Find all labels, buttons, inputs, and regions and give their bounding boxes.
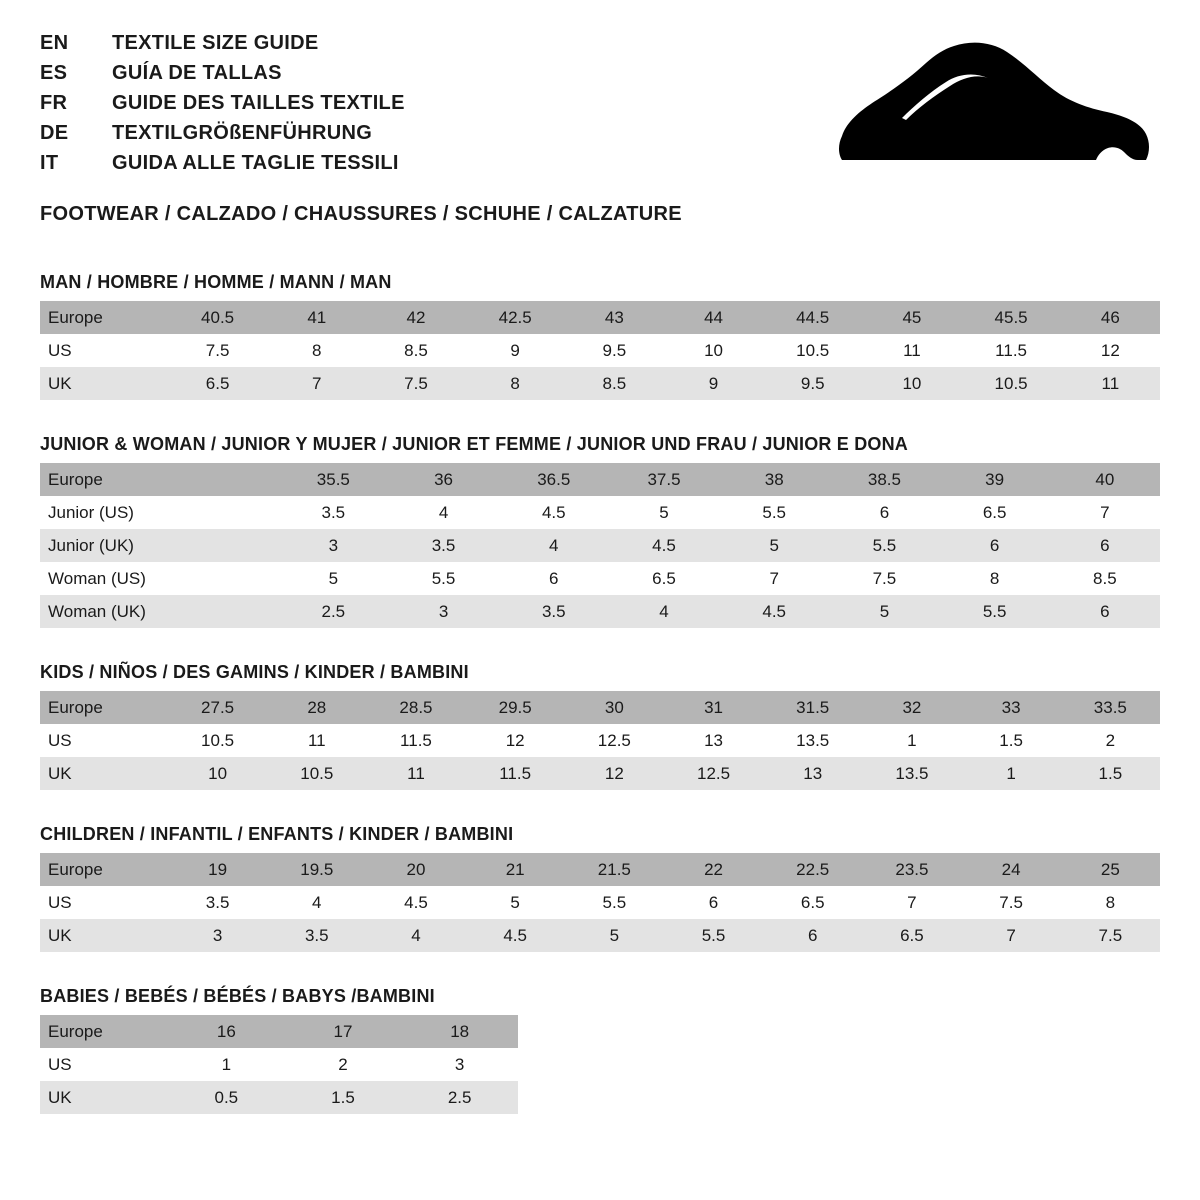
row-label: US	[40, 724, 168, 757]
cell: 1	[862, 724, 961, 757]
cell: 30	[565, 691, 664, 724]
cell: 29.5	[466, 691, 565, 724]
cell: 2.5	[278, 595, 388, 628]
language-title: GUIDA ALLE TAGLIE TESSILI	[112, 152, 399, 174]
cell: 20	[366, 853, 465, 886]
row-label: Woman (UK)	[40, 595, 168, 628]
cell: 1	[168, 1048, 285, 1081]
row-label: Europe	[40, 463, 168, 496]
cell: 2	[1061, 724, 1160, 757]
cell: 9	[466, 334, 565, 367]
cell	[168, 562, 278, 595]
cell: 7.5	[366, 367, 465, 400]
cell: 4	[267, 886, 366, 919]
cell	[168, 595, 278, 628]
language-title: GUÍA DE TALLAS	[112, 62, 282, 84]
cell: 13.5	[763, 724, 862, 757]
table-row	[40, 562, 1160, 595]
row-label: US	[40, 886, 168, 919]
cell: 5.5	[829, 529, 939, 562]
cell: 8.5	[1050, 562, 1160, 595]
table-row	[40, 853, 1160, 886]
cell: 33	[962, 691, 1061, 724]
table-title: CHILDREN / INFANTIL / ENFANTS / KINDER / BAMBINI	[40, 824, 514, 844]
cell: 5	[278, 562, 388, 595]
table-row	[40, 595, 1160, 628]
cell: 1.5	[285, 1081, 402, 1114]
cell: 3.5	[278, 496, 388, 529]
table-title: KIDS / NIÑOS / DES GAMINS / KINDER / BAMBINI	[40, 662, 469, 682]
table-row	[40, 529, 1160, 562]
cell: 9.5	[565, 334, 664, 367]
language-code: IT	[40, 152, 59, 174]
cell: 8	[940, 562, 1050, 595]
cell: 38	[719, 463, 829, 496]
cell: 3.5	[168, 886, 267, 919]
cell: 42	[366, 301, 465, 334]
cell: 25	[1061, 853, 1160, 886]
cell: 22	[664, 853, 763, 886]
cell: 44.5	[763, 301, 862, 334]
cell: 10	[168, 757, 267, 790]
cell: 12	[565, 757, 664, 790]
cell: 5	[719, 529, 829, 562]
row-label: Europe	[40, 853, 168, 886]
table-row	[40, 301, 1160, 334]
table-title: JUNIOR & WOMAN / JUNIOR Y MUJER / JUNIOR ET FEMME / JUNIOR UND FRAU / JUNIOR E DONA	[40, 434, 909, 454]
row-label: Europe	[40, 301, 168, 334]
cell: 21	[466, 853, 565, 886]
cell: 8.5	[565, 367, 664, 400]
cell: 28.5	[366, 691, 465, 724]
language-code: DE	[40, 122, 69, 144]
cell: 8	[267, 334, 366, 367]
size-table-junior-woman	[40, 463, 1160, 628]
row-label: UK	[40, 757, 168, 790]
cell: 1.5	[962, 724, 1061, 757]
category-heading: FOOTWEAR / CALZADO / CHAUSSURES / SCHUHE / CALZATURE	[40, 203, 682, 225]
table-row	[40, 1015, 518, 1048]
cell: 5	[609, 496, 719, 529]
cell: 7.5	[962, 886, 1061, 919]
cell: 19	[168, 853, 267, 886]
cell: 10	[862, 367, 961, 400]
cell: 6	[664, 886, 763, 919]
table-row	[40, 691, 1160, 724]
row-label: Junior (UK)	[40, 529, 168, 562]
cell: 21.5	[565, 853, 664, 886]
table-row	[40, 886, 1160, 919]
cell: 5.5	[719, 496, 829, 529]
cell: 1	[962, 757, 1061, 790]
cell: 12	[1061, 334, 1160, 367]
cell: 9	[664, 367, 763, 400]
cell: 37.5	[609, 463, 719, 496]
cell: 33.5	[1061, 691, 1160, 724]
cell: 11	[862, 334, 961, 367]
cell: 35.5	[278, 463, 388, 496]
cell: 13	[763, 757, 862, 790]
row-label: US	[40, 334, 168, 367]
cell: 4.5	[466, 919, 565, 952]
cell: 8	[466, 367, 565, 400]
cell: 3	[401, 1048, 518, 1081]
cell: 46	[1061, 301, 1160, 334]
row-label: UK	[40, 367, 168, 400]
cell: 10.5	[962, 367, 1061, 400]
table-title: MAN / HOMBRE / HOMME / MANN / MAN	[40, 272, 392, 292]
cell: 31	[664, 691, 763, 724]
table-block-junior-woman	[40, 434, 1160, 628]
cell: 18	[401, 1015, 518, 1048]
cell: 24	[962, 853, 1061, 886]
cell: 5	[565, 919, 664, 952]
table-block-man	[40, 272, 1160, 400]
table-row	[40, 496, 1160, 529]
cell: 5.5	[664, 919, 763, 952]
cell: 22.5	[763, 853, 862, 886]
cell: 3.5	[267, 919, 366, 952]
cell: 45.5	[962, 301, 1061, 334]
cell: 44	[664, 301, 763, 334]
cell: 11.5	[366, 724, 465, 757]
cell: 6	[499, 562, 609, 595]
cell: 31.5	[763, 691, 862, 724]
cell: 9.5	[763, 367, 862, 400]
cell: 7.5	[1061, 919, 1160, 952]
cell: 12.5	[565, 724, 664, 757]
cell: 7	[862, 886, 961, 919]
table-row	[40, 724, 1160, 757]
row-label: Europe	[40, 1015, 168, 1048]
language-title: TEXTILGRÖßENFÜHRUNG	[112, 122, 373, 144]
row-label: UK	[40, 919, 168, 952]
size-table-children	[40, 853, 1160, 952]
cell: 4	[388, 496, 498, 529]
row-label: Europe	[40, 691, 168, 724]
table-row	[40, 1048, 518, 1081]
cell: 10.5	[763, 334, 862, 367]
cell: 4	[609, 595, 719, 628]
cell: 6.5	[168, 367, 267, 400]
table-row	[40, 1081, 518, 1114]
language-code: FR	[40, 92, 68, 114]
cell: 6	[829, 496, 939, 529]
cell	[168, 463, 278, 496]
language-code: ES	[40, 62, 68, 84]
cell: 7.5	[168, 334, 267, 367]
row-label: US	[40, 1048, 168, 1081]
cell: 8.5	[366, 334, 465, 367]
cell: 41	[267, 301, 366, 334]
row-label: Junior (US)	[40, 496, 168, 529]
cell: 43	[565, 301, 664, 334]
cell: 10	[664, 334, 763, 367]
cell: 11	[366, 757, 465, 790]
cell: 4	[366, 919, 465, 952]
cell	[168, 496, 278, 529]
cell: 6	[940, 529, 1050, 562]
cell: 39	[940, 463, 1050, 496]
cell: 0.5	[168, 1081, 285, 1114]
cell: 3	[388, 595, 498, 628]
cell: 7	[1050, 496, 1160, 529]
cell: 3	[278, 529, 388, 562]
cell: 45	[862, 301, 961, 334]
cell: 8	[1061, 886, 1160, 919]
cell: 7	[719, 562, 829, 595]
cell: 28	[267, 691, 366, 724]
cell: 4	[499, 529, 609, 562]
cell: 6	[763, 919, 862, 952]
table-block-babies	[40, 986, 1160, 1114]
cell: 1.5	[1061, 757, 1160, 790]
table-row	[40, 334, 1160, 367]
cell: 40.5	[168, 301, 267, 334]
cell: 13	[664, 724, 763, 757]
cell: 6	[1050, 529, 1160, 562]
size-table-kids	[40, 691, 1160, 790]
dress-shoe-icon	[802, 36, 1152, 186]
cell: 4.5	[719, 595, 829, 628]
language-title: GUIDE DES TAILLES TEXTILE	[112, 92, 405, 114]
cell	[168, 529, 278, 562]
row-label: UK	[40, 1081, 168, 1114]
cell: 6.5	[609, 562, 719, 595]
cell: 13.5	[862, 757, 961, 790]
table-row	[40, 919, 1160, 952]
cell: 5	[466, 886, 565, 919]
cell: 6.5	[862, 919, 961, 952]
table-row	[40, 463, 1160, 496]
cell: 7	[267, 367, 366, 400]
cell: 5.5	[940, 595, 1050, 628]
cell: 2.5	[401, 1081, 518, 1114]
cell: 12.5	[664, 757, 763, 790]
row-label: Woman (US)	[40, 562, 168, 595]
cell: 11.5	[466, 757, 565, 790]
cell: 4.5	[609, 529, 719, 562]
table-row	[40, 757, 1160, 790]
cell: 5	[829, 595, 939, 628]
cell: 3.5	[388, 529, 498, 562]
size-table-babies	[40, 1015, 518, 1114]
cell: 11.5	[962, 334, 1061, 367]
cell: 12	[466, 724, 565, 757]
cell: 32	[862, 691, 961, 724]
cell: 6.5	[763, 886, 862, 919]
cell: 17	[285, 1015, 402, 1048]
cell: 19.5	[267, 853, 366, 886]
cell: 36	[388, 463, 498, 496]
size-table-man	[40, 301, 1160, 400]
cell: 7.5	[829, 562, 939, 595]
size-tables	[0, 272, 1200, 1114]
language-code: EN	[40, 32, 69, 54]
cell: 6.5	[940, 496, 1050, 529]
cell: 16	[168, 1015, 285, 1048]
table-title: BABIES / BEBÉS / BÉBÉS / BABYS /BAMBINI	[40, 986, 435, 1006]
cell: 11	[1061, 367, 1160, 400]
cell: 36.5	[499, 463, 609, 496]
cell: 10.5	[168, 724, 267, 757]
language-title: TEXTILE SIZE GUIDE	[112, 32, 319, 54]
cell: 23.5	[862, 853, 961, 886]
cell: 27.5	[168, 691, 267, 724]
cell: 2	[285, 1048, 402, 1081]
cell: 5.5	[565, 886, 664, 919]
cell: 38.5	[829, 463, 939, 496]
cell: 4.5	[499, 496, 609, 529]
cell: 40	[1050, 463, 1160, 496]
cell: 3.5	[499, 595, 609, 628]
cell: 5.5	[388, 562, 498, 595]
cell: 10.5	[267, 757, 366, 790]
table-block-kids	[40, 662, 1160, 790]
cell: 42.5	[466, 301, 565, 334]
table-block-children	[40, 824, 1160, 952]
table-row	[40, 367, 1160, 400]
cell: 4.5	[366, 886, 465, 919]
cell: 3	[168, 919, 267, 952]
cell: 6	[1050, 595, 1160, 628]
cell: 11	[267, 724, 366, 757]
cell: 7	[962, 919, 1061, 952]
